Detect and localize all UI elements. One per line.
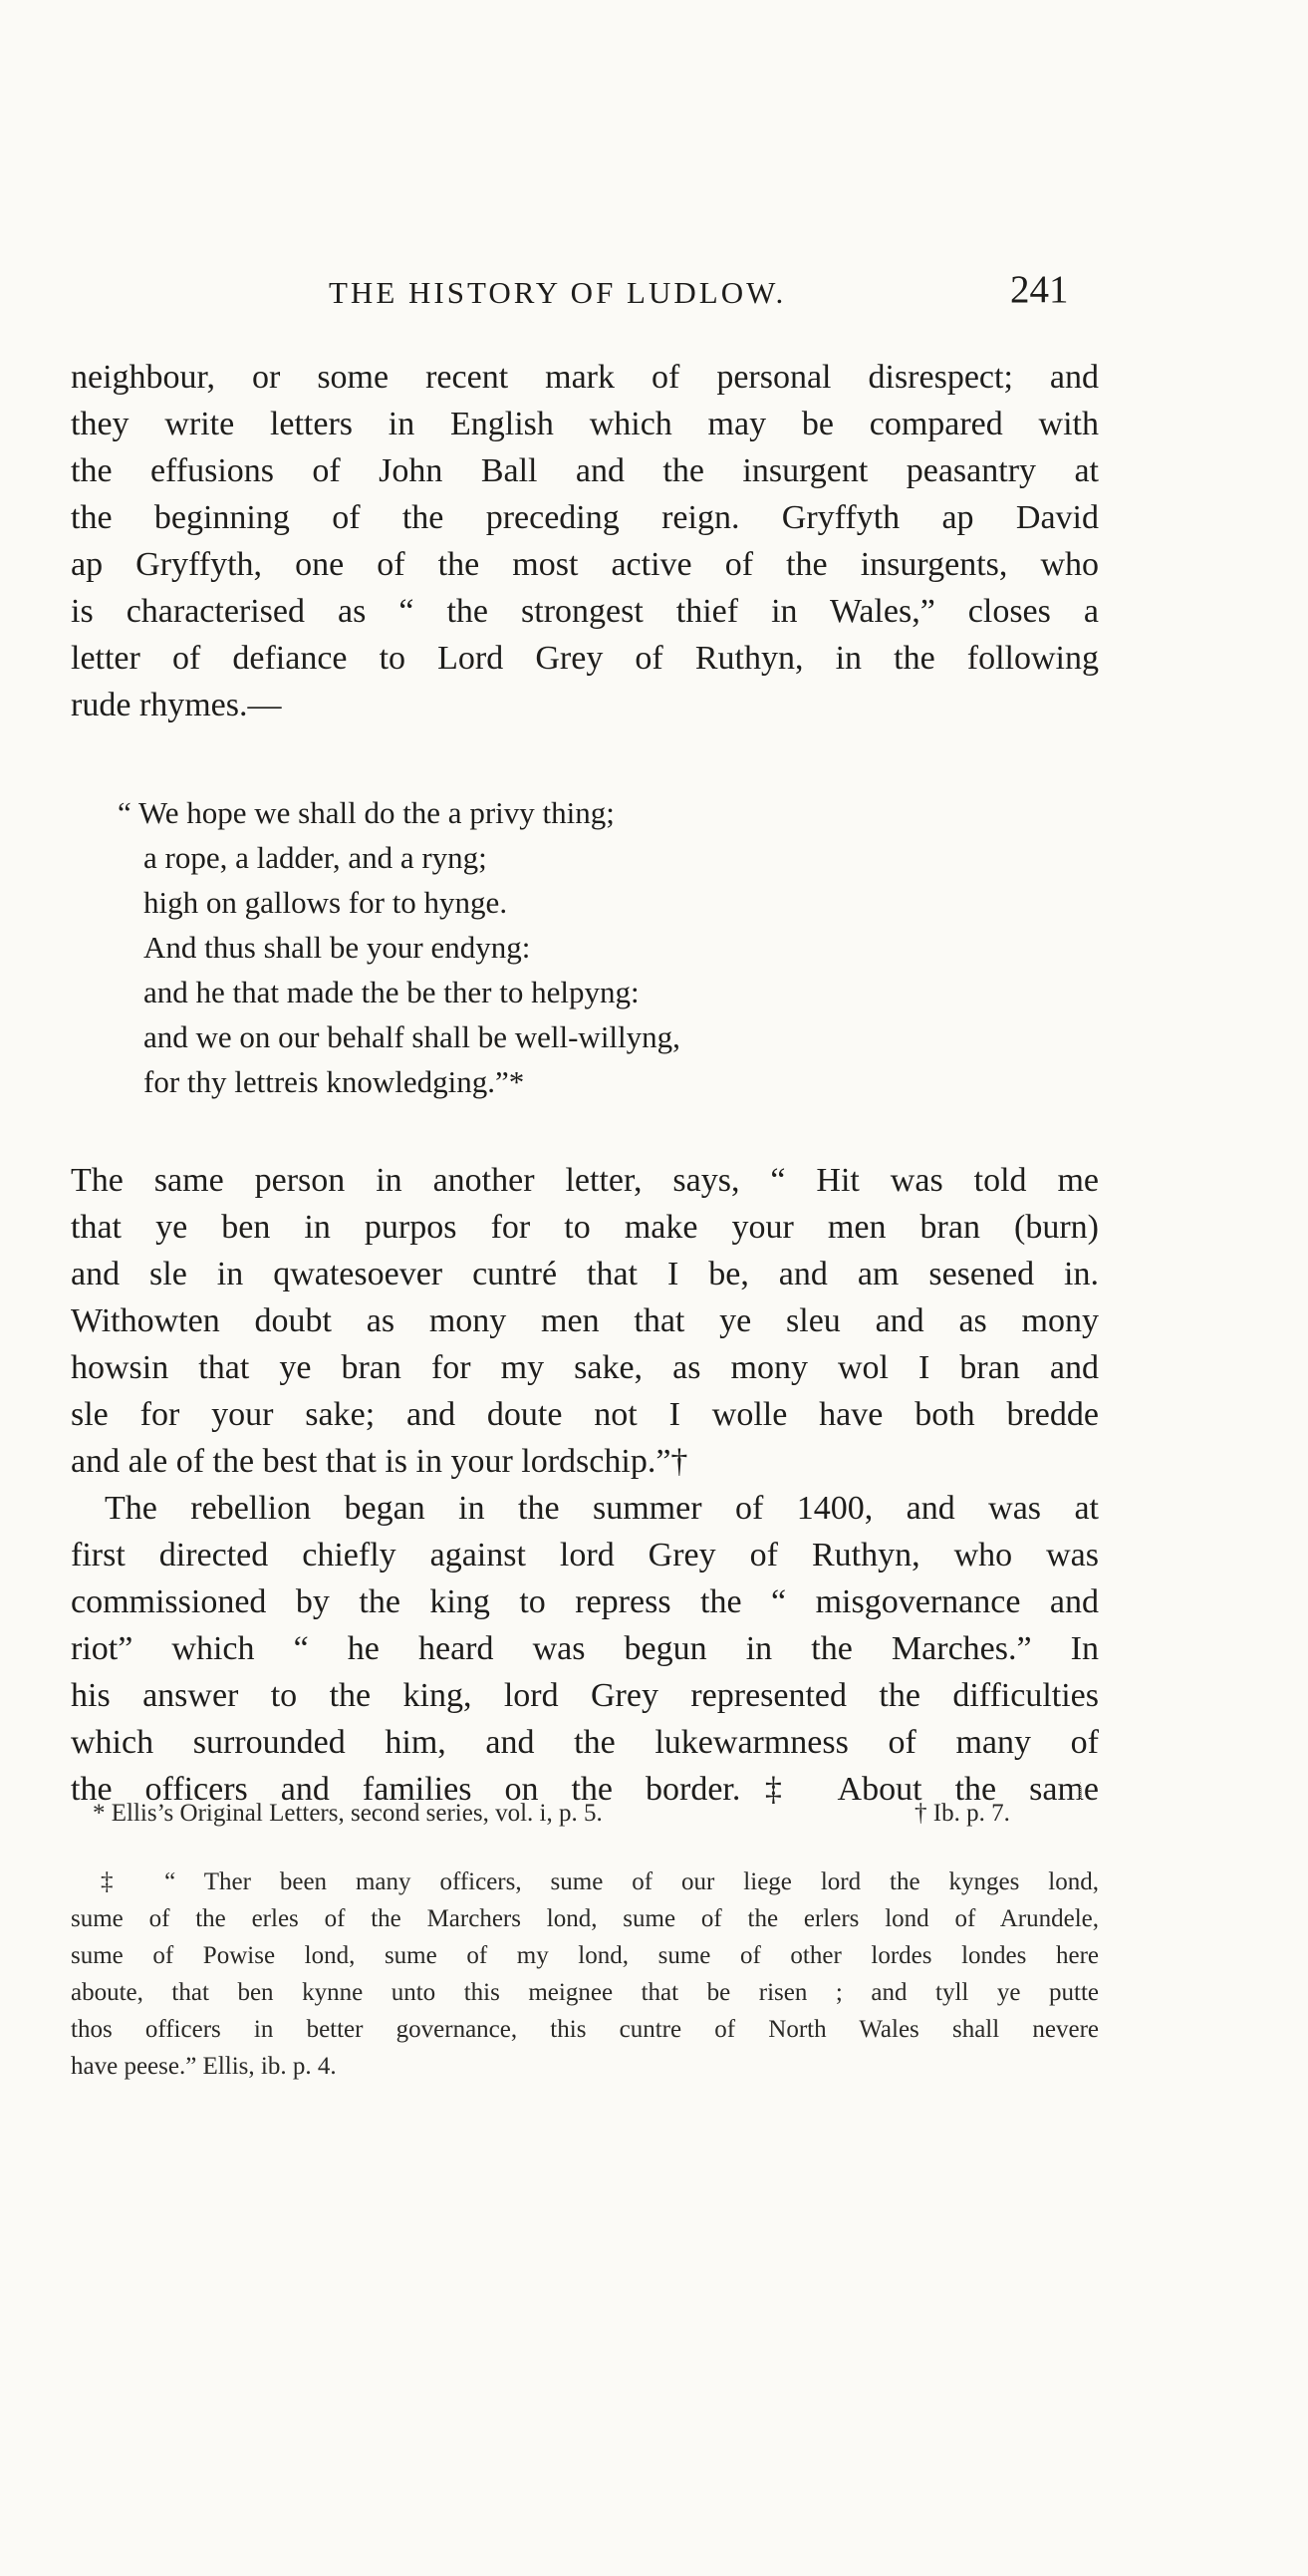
text-line: they write letters in English which may be compared with [71,406,1099,442]
verse-line: for thy lettreis knowledging.”* [143,1064,525,1099]
verse-line: high on gallows for to hynge. [143,885,508,920]
text-line: riot” which “ he heard was begun in the Marches.” In [71,1630,1099,1667]
text-line: letter of defiance to Lord Grey of Ruthyn, in the following [71,640,1099,677]
verse-line: and we on our behalf shall be well-willyng, [143,1019,680,1054]
text-line: that ye ben in purpos for to make your men bran (burn) [71,1209,1099,1246]
text-line: is characterised as “ the strongest thief in Wales,” closes a [71,593,1099,630]
footnote-line: aboute, that ben kynne unto this meignee that be risen ; and tyll ye putte [71,1979,1099,2006]
text-line: howsin that ye bran for my sake, as mony wol I bran and [71,1349,1099,1386]
text-line: the officers and families on the border.‡ About the same [71,1771,1099,1808]
verse-line: a rope, a ladder, and a ryng; [143,840,487,875]
verse-line: and he that made the be ther to helpyng: [143,975,640,1009]
text-line: and sle in qwatesoever cuntré that I be, and am sesened in. [71,1256,1099,1292]
text-line: the effusions of John Ball and the insurgent peasantry at [71,452,1099,489]
verse-line: And thus shall be your endyng: [143,930,531,965]
text-line: his answer to the king, lord Grey represented the difficulties [71,1677,1099,1714]
footnote-dagger: † Ib. p. 7. [915,1800,1010,1827]
text-line: rude rhymes.— [71,687,282,723]
verse-line: “ We hope we shall do the a privy thing; [118,795,615,830]
footnote-line: sume of Powise lond, sume of my lond, sume of other lordes londes here [71,1942,1099,1969]
page-header [0,267,1308,311]
text-line: which surrounded him, and the lukewarmness of many of [71,1724,1099,1761]
footnote-line: sume of the erles of the Marchers lond, sume of the erlers lond of Arundele, [71,1905,1099,1932]
text-line: The rebellion began in the summer of 1400, and was at [105,1490,1099,1527]
footnote-star: * Ellis’s Original Letters, second series, vol. i, p. 5. [93,1800,603,1827]
text-line: commissioned by the king to repress the “ misgovernance and [71,1583,1099,1620]
footnote-line: have peese.” Ellis, ib. p. 4. [71,2053,337,2080]
text-line: Withowten doubt as mony men that ye sleu and as mony [71,1302,1099,1339]
text-line: the beginning of the preceding reign. Gryffyth ap David [71,499,1099,536]
text-line: The same person in another letter, says, “ Hit was told me [71,1162,1099,1199]
text-line: ap Gryffyth, one of the most active of the insurgents, who [71,546,1099,583]
footnote-line: thos officers in better governance, this cuntre of North Wales shall nevere [71,2016,1099,2043]
footnote-line: ‡ “ Ther been many officers, sume of our liege lord the kynges lond, [101,1868,1099,1895]
text-line: and ale of the best that is in your lordschip.”† [71,1443,688,1480]
running-head: THE HISTORY OF LUDLOW. [329,275,787,310]
page-number: 241 [1010,268,1069,311]
text-line: first directed chiefly against lord Grey of Ruthyn, who was [71,1537,1099,1574]
text-line: sle for your sake; and doute not I wolle have both bredde [71,1396,1099,1433]
text-line: neighbour, or some recent mark of personal disrespect; and [71,359,1099,396]
footnote-separator [1080,1782,1083,1800]
